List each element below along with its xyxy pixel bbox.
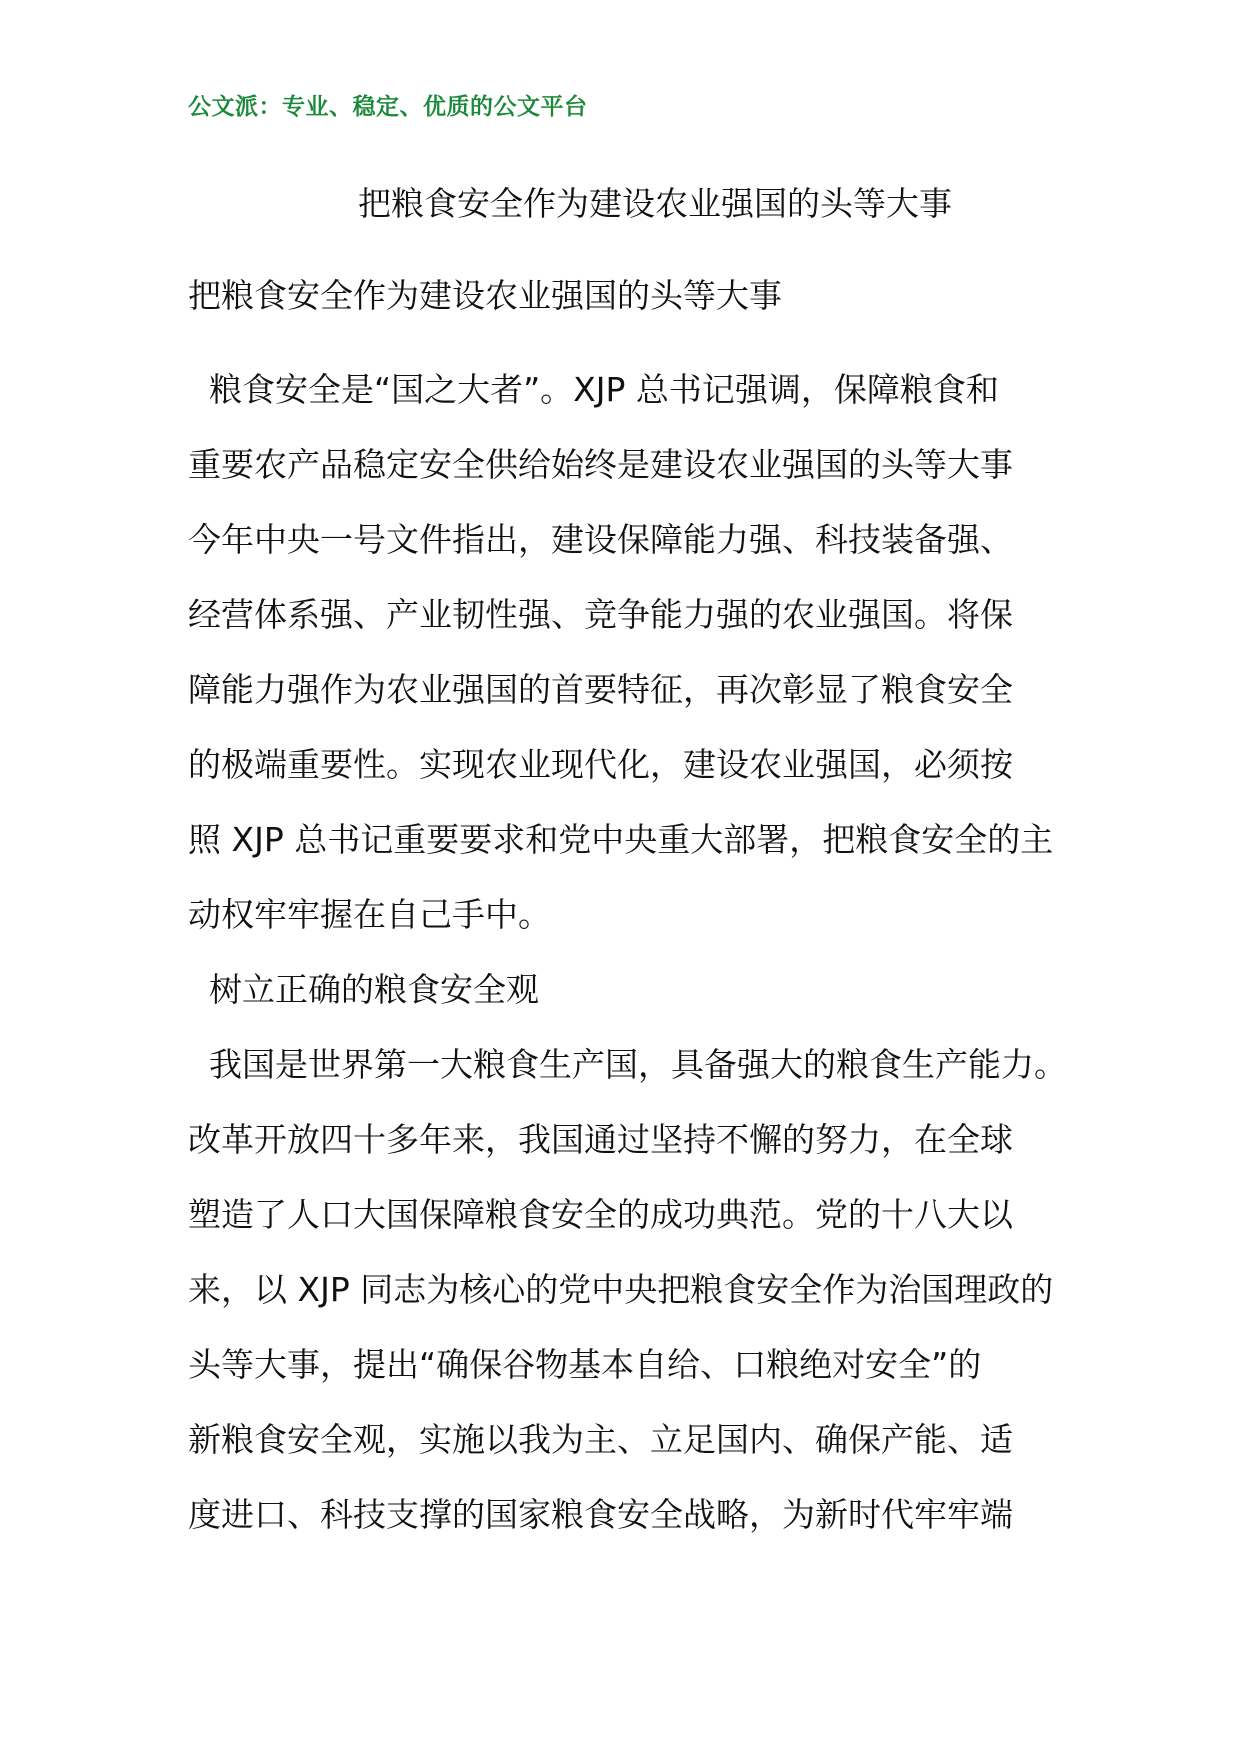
document-title: 把粮食安全作为建设农业强国的头等大事 <box>358 184 952 223</box>
body-line: 来，以 XJP 同志为核心的党中央把粮食安全作为治国理政的 <box>188 1270 1054 1309</box>
section-heading: 树立正确的粮食安全观 <box>188 970 539 1009</box>
body-line: 照 XJP 总书记重要要求和党中央重大部署，把粮食安全的主 <box>188 820 1054 859</box>
body-line: 今年中央一号文件指出，建设保障能力强、科技装备强、 <box>188 520 1013 559</box>
body-line: 动权牢牢握在自己手中。 <box>188 895 551 934</box>
body-line: 度进口、科技支撑的国家粮食安全战略，为新时代牢牢端 <box>188 1495 1013 1534</box>
body-line: 头等大事，提出“确保谷物基本自给、口粮绝对安全”的 <box>188 1345 982 1384</box>
document-subtitle: 把粮食安全作为建设农业强国的头等大事 <box>188 276 782 315</box>
body-line: 的极端重要性。实现农业现代化，建设农业强国，必须按 <box>188 745 1013 784</box>
body-line: 改革开放四十多年来，我国通过坚持不懈的努力，在全球 <box>188 1120 1013 1159</box>
header-brand: 公文派：专业、稳定、优质的公文平台 <box>188 93 588 120</box>
body-line: 塑造了人口大国保障粮食安全的成功典范。党的十八大以 <box>188 1195 1013 1234</box>
body-line: 经营体系强、产业韧性强、竞争能力强的农业强国。将保 <box>188 595 1013 634</box>
body-line: 新粮食安全观，实施以我为主、立足国内、确保产能、适 <box>188 1420 1013 1459</box>
body-line: 粮食安全是“国之大者”。XJP 总书记强调，保障粮食和 <box>188 370 999 409</box>
body-line: 重要农产品稳定安全供给始终是建设农业强国的头等大事 <box>188 445 1013 484</box>
body-line: 障能力强作为农业强国的首要特征，再次彰显了粮食安全 <box>188 670 1013 709</box>
document-body <box>188 352 1088 1552</box>
body-line: 我国是世界第一大粮食生产国，具备强大的粮食生产能力。 <box>188 1045 1067 1084</box>
